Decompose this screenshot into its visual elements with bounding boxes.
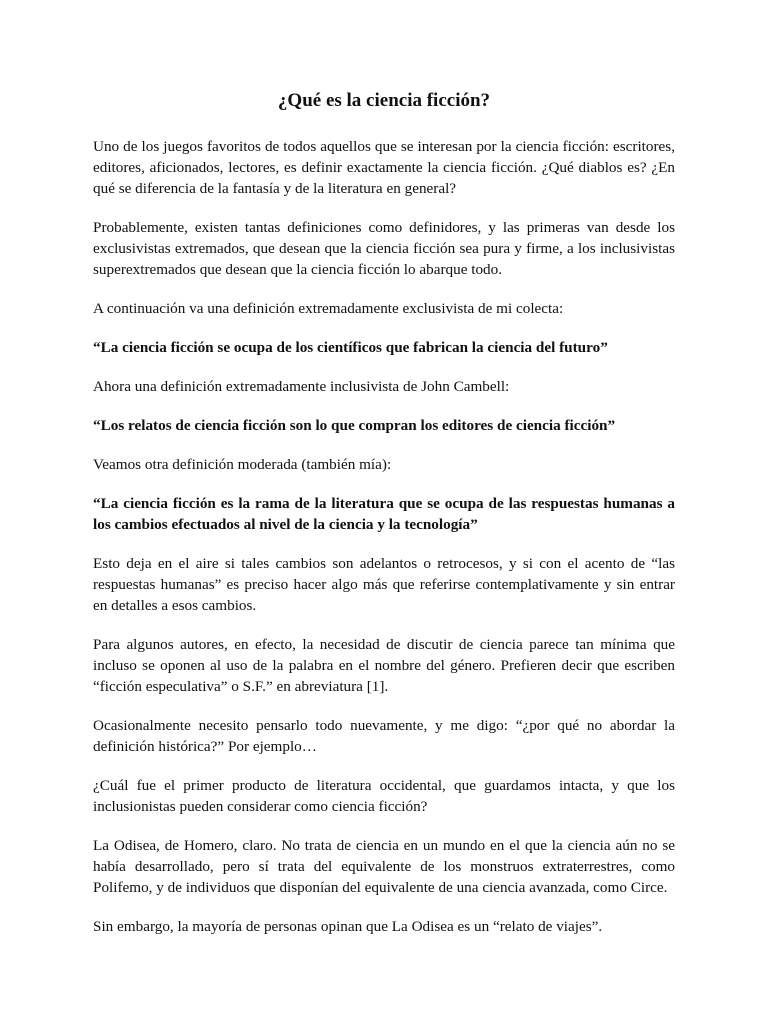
quote-moderate: “La ciencia ficción es la rama de la literatura que se ocupa de las respuestas humanas a los cambios efectuados al nivel de la ciencia y la tecnología” bbox=[93, 495, 675, 533]
paragraph-question: ¿Cuál fue el primer producto de literatura occidental, que guardamos intacta, y que los inclusionistas pueden considerar como ciencia ficción? bbox=[93, 777, 675, 815]
quote-exclusive: “La ciencia ficción se ocupa de los científicos que fabrican la ciencia del futuro” bbox=[93, 339, 608, 356]
page-title: ¿Qué es la ciencia ficción? bbox=[277, 90, 491, 111]
paragraph-exclusive-lead: A continuación va una definición extremadamente exclusivista de mi colecta: bbox=[93, 300, 564, 317]
quote-inclusive: “Los relatos de ciencia ficción son lo que compran los editores de ciencia ficción” bbox=[93, 417, 616, 434]
paragraph-historical: Ocasionalmente necesito pensarlo todo nuevamente, y me digo: “¿por qué no abordar la definición histórica?” Por ejemplo… bbox=[93, 717, 675, 755]
paragraph-odyssey: La Odisea, de Homero, claro. No trata de ciencia en un mundo en el que la ciencia aún no se había desarrollado, pero sí trata del equivalente de los monstruos extraterrestres, como Polifemo, y de individuos que disponían del equivalente de una ciencia avanzada, como Circe. bbox=[93, 837, 675, 896]
paragraph-moderate-lead: Veamos otra definición moderada (también mía): bbox=[93, 456, 392, 473]
paragraph-inclusive-lead: Ahora una definición extremadamente inclusivista de John Cambell: bbox=[93, 378, 510, 395]
paragraph-travel: Sin embargo, la mayoría de personas opinan que La Odisea es un “relato de viajes”. bbox=[93, 918, 603, 935]
paragraph-authors: Para algunos autores, en efecto, la necesidad de discutir de ciencia parece tan mínima que incluso se oponen al uso de la palabra en el nombre del género. Prefieren decir que escriben “ficción especulativa” o S.F.” en abreviatura [1]. bbox=[93, 636, 675, 695]
paragraph-definitions: Probablemente, existen tantas definiciones como definidores, y las primeras van desde los exclusivistas extremados, que desean que la ciencia ficción sea pura y firme, a los inclusivistas superextremados que desean que la ciencia ficción lo abarque todo. bbox=[93, 219, 675, 278]
paragraph-intro: Uno de los juegos favoritos de todos aquellos que se interesan por la ciencia ficción: escritores, editores, aficionados, lectores, es definir exactamente la ciencia ficción. ¿Qué diablos es? ¿En qué se diferencia de la fantasía y de la literatura en general? bbox=[93, 138, 675, 197]
paragraph-changes: Esto deja en el aire si tales cambios son adelantos o retrocesos, y si con el acento de “las respuestas humanas” es preciso hacer algo más que referirse contemplativamente y sin entrar en detalles a esos cambios. bbox=[93, 555, 675, 614]
